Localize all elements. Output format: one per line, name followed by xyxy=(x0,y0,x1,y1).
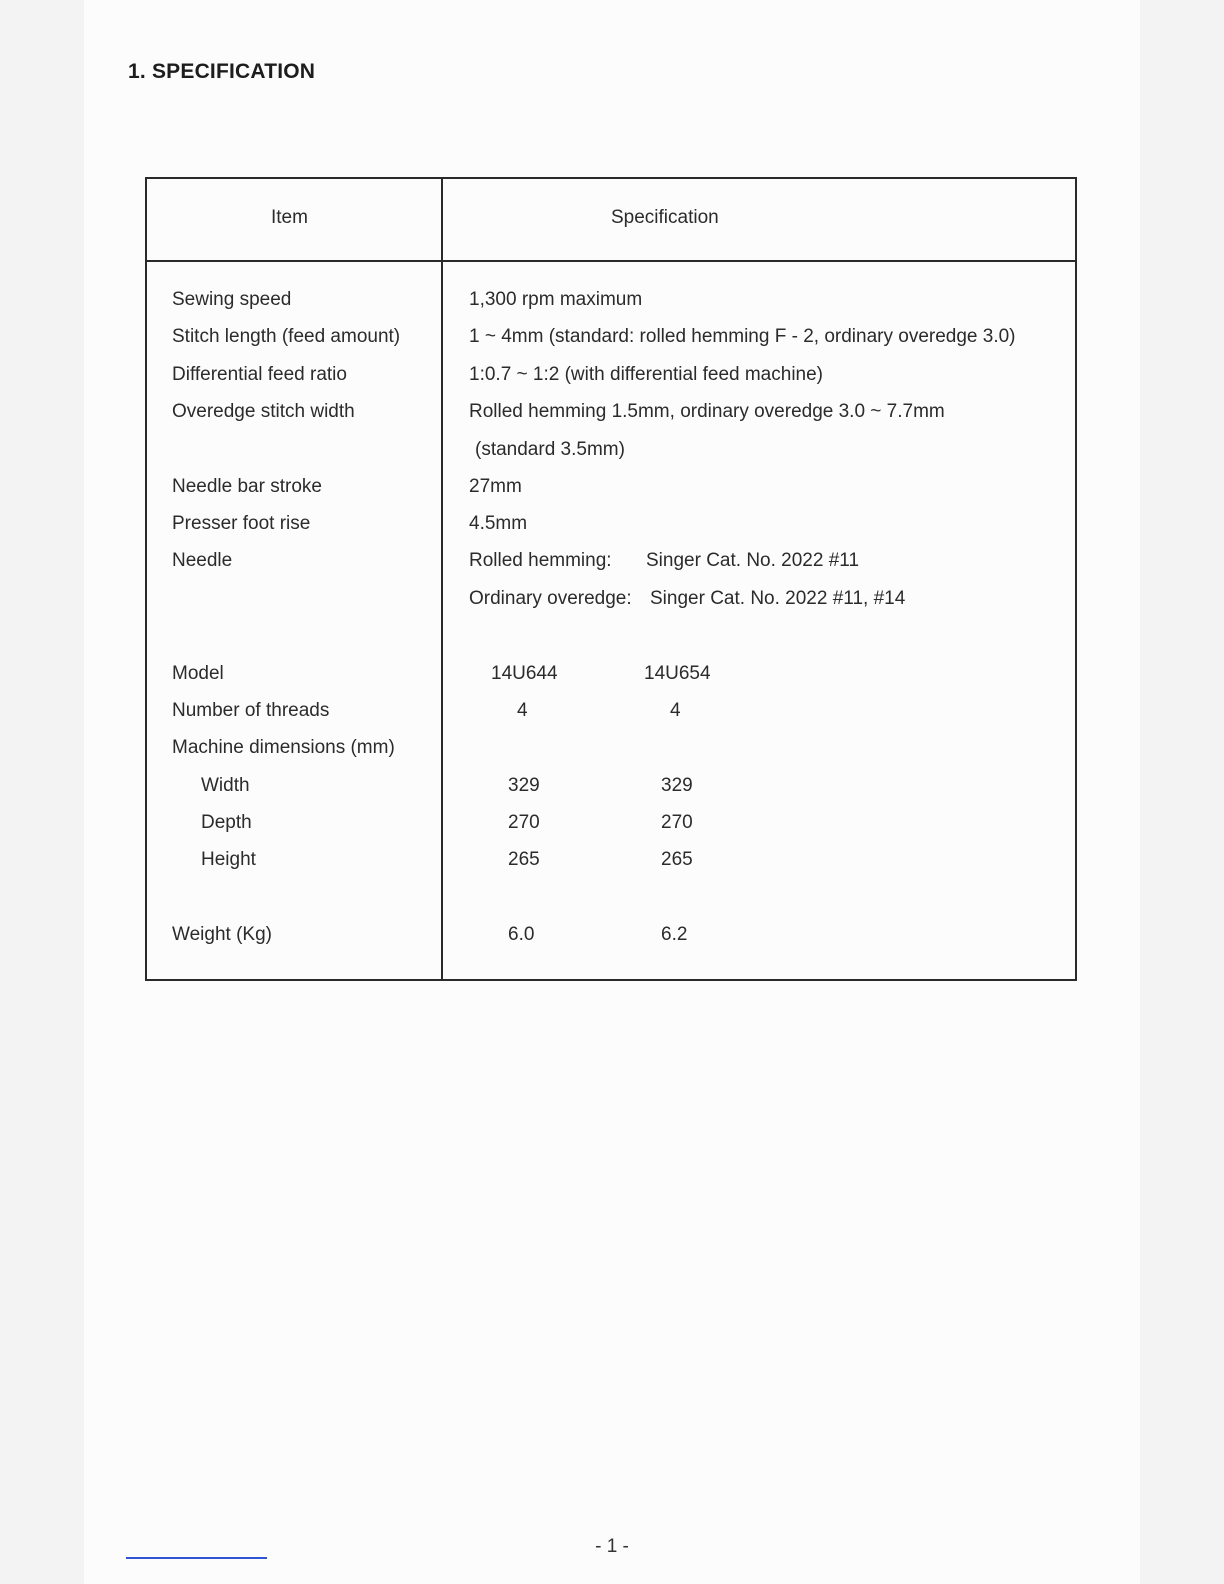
specification-table xyxy=(145,177,1077,981)
spec-overedge-width: Rolled hemming 1.5mm, ordinary overedge 3.0 ~ 7.7mm xyxy=(469,401,945,422)
spec-sewing-speed: 1,300 rpm maximum xyxy=(469,289,643,310)
weight-14u644: 6.0 xyxy=(508,924,535,945)
width-14u644: 329 xyxy=(508,775,540,796)
width-14u654: 329 xyxy=(661,775,693,796)
model-14u644: 14U644 xyxy=(491,663,558,684)
needle-ordinary-value: Singer Cat. No. 2022 #11, #14 xyxy=(650,588,906,609)
item-overedge-width: Overedge stitch width xyxy=(172,401,355,422)
page-number: - 1 - xyxy=(595,1536,629,1557)
needle-rolled-label: Rolled hemming: xyxy=(469,550,612,571)
weight-14u654: 6.2 xyxy=(661,924,688,945)
item-depth: Depth xyxy=(201,812,252,833)
depth-14u644: 270 xyxy=(508,812,540,833)
column-divider xyxy=(441,179,443,979)
item-height: Height xyxy=(201,849,256,870)
item-number-of-threads: Number of threads xyxy=(172,700,330,721)
header-item: Item xyxy=(271,207,308,228)
item-differential-feed: Differential feed ratio xyxy=(172,364,347,385)
height-14u644: 265 xyxy=(508,849,540,870)
spec-differential-feed: 1:0.7 ~ 1:2 (with differential feed machine) xyxy=(469,364,823,385)
spec-presser-foot-rise: 4.5mm xyxy=(469,513,528,534)
item-needle: Needle xyxy=(172,550,233,571)
threads-14u644: 4 xyxy=(517,700,528,721)
spec-needle-bar-stroke: 27mm xyxy=(469,476,522,497)
item-weight: Weight (Kg) xyxy=(172,924,272,945)
item-width: Width xyxy=(201,775,250,796)
item-machine-dimensions: Machine dimensions (mm) xyxy=(172,737,395,758)
item-sewing-speed: Sewing speed xyxy=(172,289,292,310)
item-stitch-length: Stitch length (feed amount) xyxy=(172,326,401,347)
blue-underline-mark xyxy=(126,1557,267,1559)
needle-ordinary-label: Ordinary overedge: xyxy=(469,588,632,609)
depth-14u654: 270 xyxy=(661,812,693,833)
item-model: Model xyxy=(172,663,224,684)
header-specification: Specification xyxy=(611,207,719,228)
item-needle-bar-stroke: Needle bar stroke xyxy=(172,476,322,497)
needle-rolled-value: Singer Cat. No. 2022 #11 xyxy=(646,550,860,571)
header-divider xyxy=(147,260,1075,262)
page-title: 1. SPECIFICATION xyxy=(128,60,316,83)
spec-stitch-length: 1 ~ 4mm (standard: rolled hemming F - 2, ordinary overedge 3.0) xyxy=(469,326,1016,347)
spec-overedge-width-standard: (standard 3.5mm) xyxy=(475,439,625,460)
threads-14u654: 4 xyxy=(670,700,681,721)
model-14u654: 14U654 xyxy=(644,663,711,684)
height-14u654: 265 xyxy=(661,849,693,870)
item-presser-foot-rise: Presser foot rise xyxy=(172,513,311,534)
